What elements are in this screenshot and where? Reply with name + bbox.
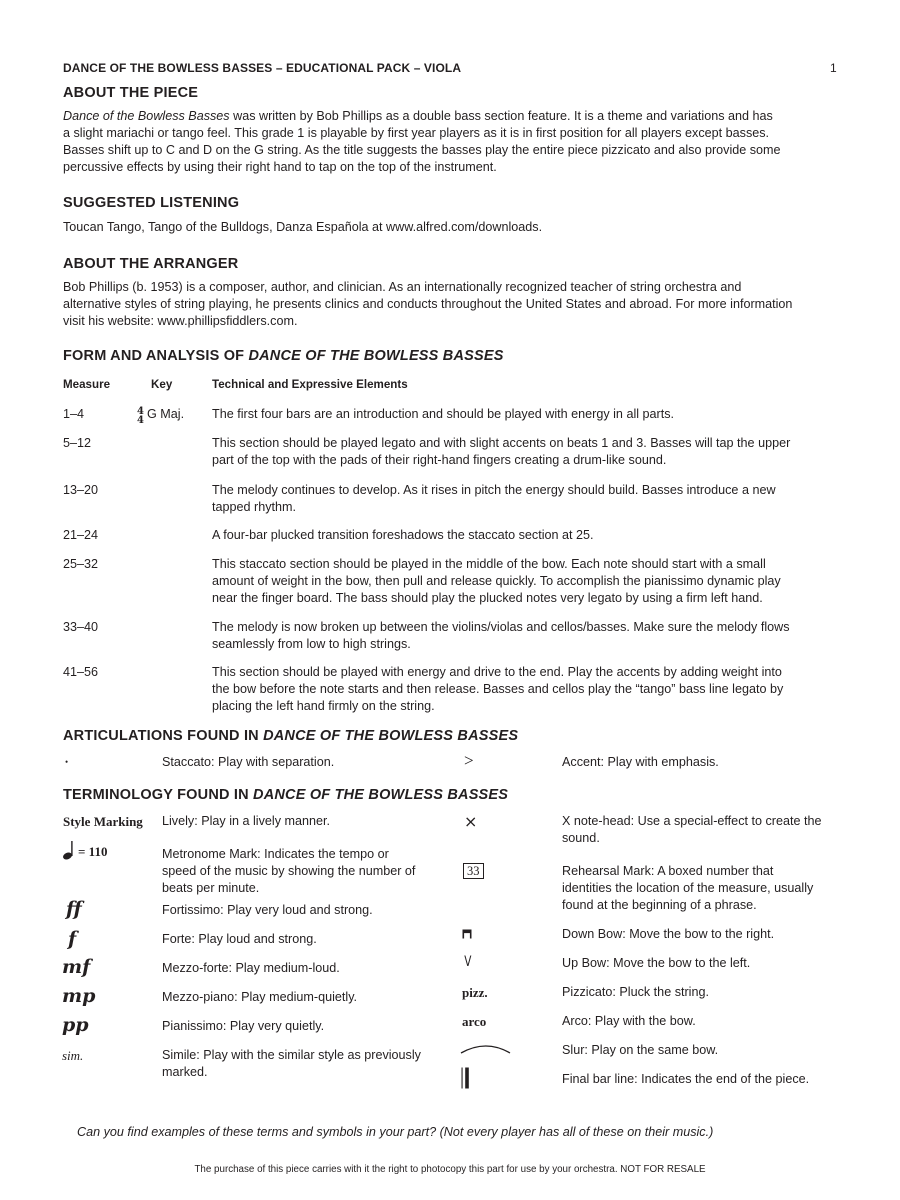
description-line: The first four bars are an introduction and should be played with energy in all parts. [212,407,675,421]
term-line: Mezzo-forte: Play medium-loud. [162,961,340,975]
column-header-measure: Measure [63,378,111,391]
term-x-notehead [562,813,822,847]
column-header-key: Key [151,378,173,391]
description-line: placing the left hand firmly on the string. [212,699,435,713]
staccato-text: Staccato: Play with separation. [162,755,335,769]
form-row-measure: 13–20 [63,483,99,497]
description-line: This staccato section should be played in the middle of the bow. Each note should start with a small [212,557,766,571]
copyright-footer: The purchase of this piece carries with it the right to photocopy this part for use by your orchestra. NOT FOR RESALE [194,1164,706,1175]
term-up-bow [562,955,750,972]
staccato-icon: • [65,757,69,767]
style-marking-label: Style Marking [63,814,143,829]
x-notehead-icon: × [464,812,478,831]
about-piece-heading: ABOUT THE PIECE [63,85,199,101]
term-line: sound. [562,831,600,845]
term-lively [162,813,330,830]
term-mezzo-piano [162,989,357,1006]
term-line: Fortissimo: Play very loud and strong. [162,903,373,917]
description-line: This section should be played legato and with slight accents on beats 1 and 3. Basses will tap the upper [212,436,791,450]
articulations-heading-prefix: ARTICULATIONS FOUND IN [63,728,264,744]
arranger-line-1: Bob Phillips (b. 1953) is a composer, author, and clinician. As an internationally recognized teacher of string orchestra and [63,280,742,294]
arco-icon: arco [462,1014,487,1029]
term-line: X note-head: Use a special-effect to create the [562,814,822,828]
term-line: Pizzicato: Pluck the string. [562,985,709,999]
about-piece-line-4: percussive effects by using their right hand to tap on the top of the instrument. [63,160,497,174]
description-line: seamlessly from low to high strings. [212,637,411,651]
arranger-body [63,279,853,330]
form-heading [63,348,504,364]
term-simile [162,1047,421,1081]
term-down-bow [562,926,774,943]
articulations-heading-title: DANCE OF THE BOWLESS BASSES [263,728,519,744]
form-row-description [212,619,837,653]
accent-text: Accent: Play with emphasis. [562,755,719,769]
terminology-heading-prefix: TERMINOLOGY FOUND IN [63,787,254,803]
term-pizzicato [562,984,709,1001]
rehearsal-mark-number: 33 [463,863,484,879]
description-line: A four-bar plucked transition foreshadows the staccato section at 25. [212,528,594,542]
arranger-line-3: visit his website: www.phillipsfiddlers.com. [63,314,298,328]
term-metronome [162,846,415,897]
about-piece-line-1 [63,108,853,125]
term-mezzo-forte [162,960,340,977]
term-line: Pianissimo: Play very quietly. [162,1019,325,1033]
description-line: the bow before the note starts and then release. Basses and cellos play the “tango” bass line legato by [212,682,784,696]
term-line: marked. [162,1065,208,1079]
arranger-line-2: alternative styles of string playing, he presents clinics and conducts throughout the United States and abroad. For more information [63,297,793,311]
quarter-note-icon [62,840,76,860]
rehearsal-mark-icon [463,862,484,880]
mezzo-piano-icon: mp [62,985,96,1007]
term-line: Mezzo-piano: Play medium-quietly. [162,990,358,1004]
running-header: DANCE OF THE BOWLESS BASSES – EDUCATIONAL PACK – VIOLA [63,61,462,75]
terminology-heading-title: DANCE OF THE BOWLESS BASSES [253,787,509,803]
articulations-heading [63,728,518,744]
term-line: identities the location of the measure, usually [562,881,814,895]
forte-icon: f [68,928,77,950]
column-header-elements: Technical and Expressive Elements [212,378,408,391]
description-line: tapped rhythm. [212,500,297,514]
about-piece-line-3: Basses shift up to C and D on the G string. As the title suggests the basses play the entire piece pizzicato and also provide some [63,143,781,157]
form-row-description [212,556,837,607]
down-bow-icon [462,929,472,939]
term-rehearsal-mark [562,863,813,914]
about-piece-body [63,108,853,176]
page-number: 1 [830,61,837,75]
listening-heading: SUGGESTED LISTENING [63,195,240,211]
final-barline-icon [461,1067,471,1089]
time-signature-icon [136,407,145,425]
form-row-description [212,527,837,544]
term-line: beats per minute. [162,881,260,895]
accent-icon: > [464,751,474,770]
pizz-icon: pizz. [462,985,488,1000]
form-row-measure: 5–12 [63,436,92,450]
form-row-measure: 25–32 [63,557,99,571]
mezzo-forte-icon: mf [62,956,91,978]
description-line: part of the top with the pads of their right-hand fingers creating a drum-like sound. [212,453,667,467]
term-line: Up Bow: Move the bow to the left. [562,956,751,970]
term-line: Slur: Play on the same bow. [562,1043,719,1057]
pianissimo-icon: pp [62,1014,89,1036]
term-fortissimo [162,902,373,919]
term-line: Metronome Mark: Indicates the tempo or [162,847,389,861]
arranger-heading: ABOUT THE ARRANGER [63,256,239,272]
form-row-description [212,664,837,715]
form-heading-prefix: FORM AND ANALYSIS OF [63,348,249,364]
term-line: Rehearsal Mark: A boxed number that [562,864,774,878]
form-row-measure: 1–4 [63,407,85,421]
term-pianissimo [162,1018,324,1035]
about-piece-line-2: a slight mariachi or tango feel. This grade 1 is playable by first year players as it is in first position for all players except basses. [63,126,770,140]
key-label: G Maj. [147,407,185,421]
term-line: found at the beginning of a phrase. [562,898,757,912]
term-arco [562,1013,696,1030]
description-line: The melody is now broken up between the violins/violas and cellos/basses. Make sure the melody flows [212,620,790,634]
form-row-description [212,482,837,516]
up-bow-icon: V [464,954,472,970]
term-final-barline [562,1071,809,1088]
form-row-measure: 33–40 [63,620,99,634]
term-forte [162,931,317,948]
time-signature-bottom: 4 [137,415,144,426]
slur-icon [460,1041,512,1055]
form-row-description [212,406,837,423]
description-line: amount of weight in the bow, then pull and release quickly. To accomplish the pianissimo dynamic play [212,574,781,588]
listening-body: Toucan Tango, Tango of the Bulldogs, Danza Española at www.alfred.com/downloads. [63,220,543,234]
term-slur [562,1042,718,1059]
term-line: Simile: Play with the similar style as previously [162,1048,421,1062]
term-line: Arco: Play with the bow. [562,1014,696,1028]
fortissimo-icon: ff [66,898,82,920]
about-piece-text-1: was written by Bob Phillips as a double bass section feature. It is a theme and variations and has [229,109,773,123]
metronome-value: = 110 [78,844,108,859]
piece-title: Dance of the Bowless Basses [63,109,230,123]
form-row-description [212,435,837,469]
simile-icon: sim. [62,1048,84,1063]
term-line: Forte: Play loud and strong. [162,932,317,946]
form-row-measure: 41–56 [63,665,99,679]
description-line: The melody continues to develop. As it rises in pitch the energy should build. Basses introduce a new [212,483,776,497]
term-line: Lively: Play in a lively manner. [162,814,330,828]
closing-question: Can you find examples of these terms and symbols in your part? (Not every player has all of these on their music.) [77,1125,714,1139]
terminology-heading [63,787,508,803]
description-line: This section should be played with energy and drive to the end. Play the accents by adding weight into [212,665,782,679]
form-row-key [136,406,184,425]
term-line: speed of the music by showing the number of [162,864,416,878]
description-line: near the finger board. The bass should play the plucked notes very legato by using a firm left hand. [212,591,763,605]
time-signature-top: 4 [137,406,144,417]
term-line: Down Bow: Move the bow to the right. [562,927,775,941]
form-row-measure: 21–24 [63,528,99,542]
form-heading-title: DANCE OF THE BOWLESS BASSES [248,348,504,364]
metronome-mark [62,840,142,860]
term-line: Final bar line: Indicates the end of the piece. [562,1072,810,1086]
